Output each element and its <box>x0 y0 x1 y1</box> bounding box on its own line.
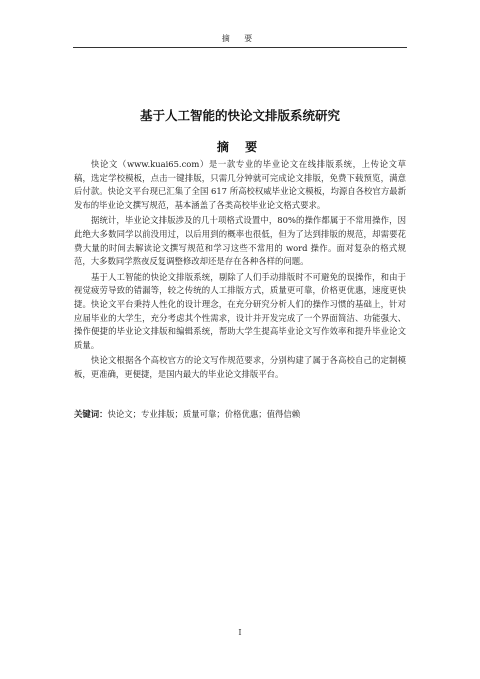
header-rule <box>73 47 407 48</box>
abstract-paragraph-2: 据统计，毕业论文排版涉及的几十项格式设置中，80%的操作都属于不常用操作，因此绝大多数同学以前没用过，以后用到的概率也很低，但为了达到排版的规范，却需要花费大量的时间去解读论文撰写规范和学习这些不常用的 word 操作。面对复杂的格式规范，大多数同学熬夜反复调整修改却还是存在各种各样的问题。 <box>74 215 406 267</box>
abstract-body <box>74 158 406 383</box>
document-title: 基于人工智能的快论文排版系统研究 <box>139 108 340 123</box>
keywords-label: 关键词： <box>74 409 108 419</box>
abstract-heading: 摘 要 <box>216 140 264 154</box>
page-number: I <box>238 628 242 637</box>
abstract-paragraph-4: 快论文根据各个高校官方的论文写作规范要求，分别构建了属于各高校自己的定制模板，更准确，更便捷，是国内最大的毕业论文排版平台。 <box>74 355 406 380</box>
abstract-paragraph-3: 基于人工智能的快论文排版系统，剔除了人们手动排版时不可避免的误操作，和由于视觉疲劳导致的错漏等，较之传统的人工排版方式，质量更可靠，价格更优惠，速度更快捷。快论文平台秉持人性化的设计理念，在充分研究分析人们的操作习惯的基础上，针对应届毕业的大学生，充分考虑其个性需求，设计并开发完成了一个界面简洁、功能强大、操作便捷的毕业论文排版和编辑系统，帮助大学生提高毕业论文写作效率和提升毕业论文质量。 <box>74 271 406 351</box>
keywords-text: 快论文；专业排版；质量可靠；价格优惠；值得信赖 <box>107 409 301 419</box>
abstract-paragraph-1: 快论文（www.kuai65.com）是一款专业的毕业论文在线排版系统，上传论文草稿，选定学校模板，点击一键排版，只需几分钟就可完成论文排版，免费下载预览，满意后付款。快论文平台现已汇集了全国 617 所高校权威毕业论文模板，均源自各校官方最新发布的毕业论文撰写规范，基本涵盖了各类高校毕业论文格式要求。 <box>74 159 406 211</box>
running-header: 摘 要 <box>221 34 259 43</box>
keywords-line <box>74 408 406 421</box>
